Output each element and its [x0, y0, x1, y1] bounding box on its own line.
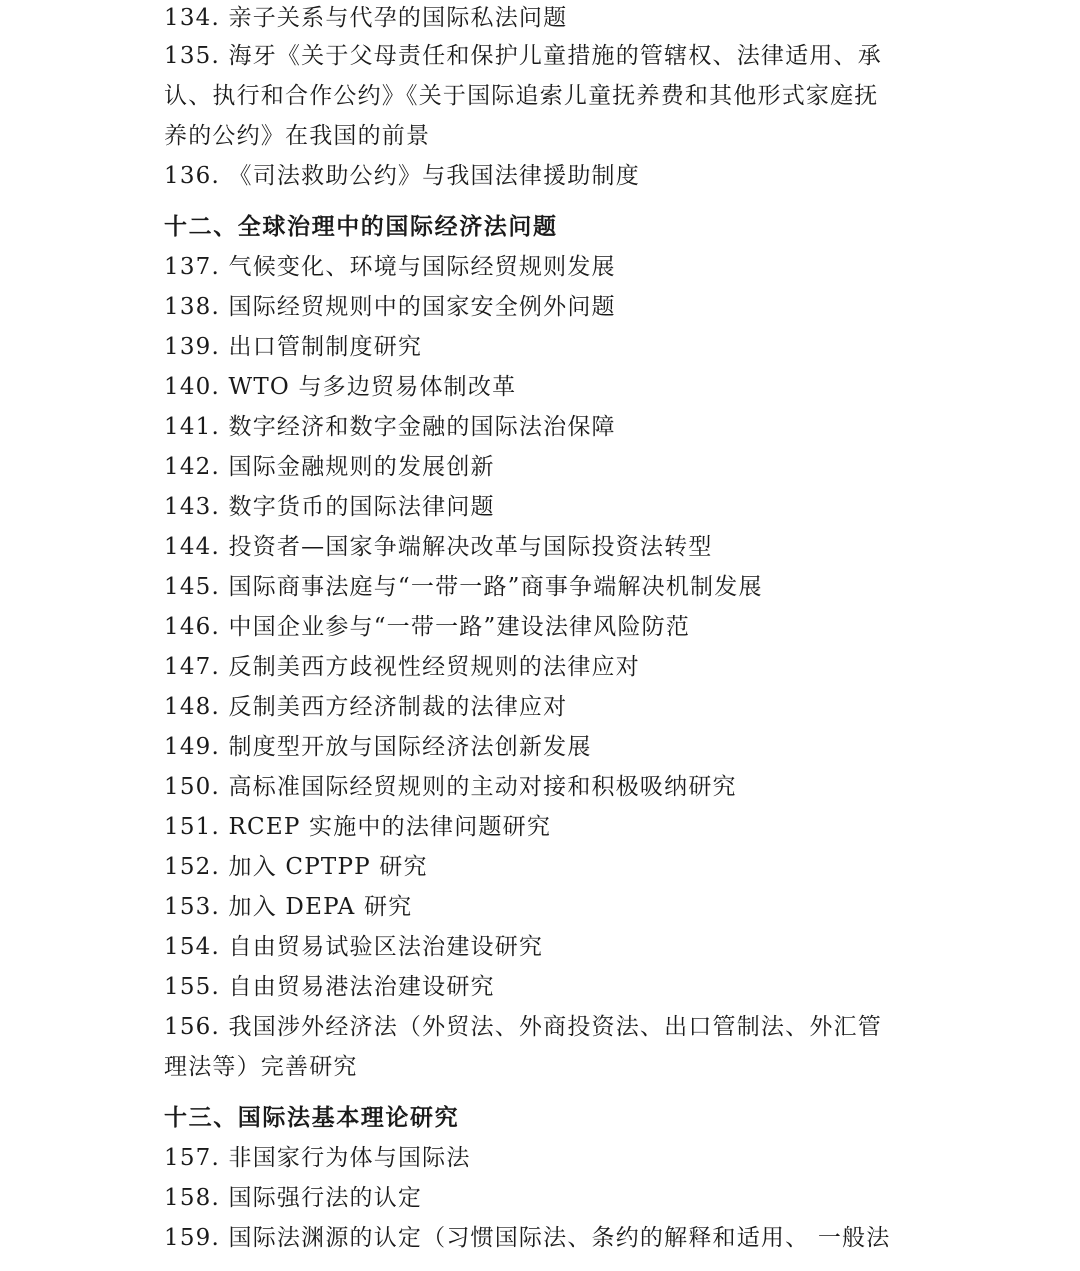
list-item: 144. 投资者—国家争端解决改革与国际投资法转型 [164, 534, 713, 560]
list-item: 150. 高标准国际经贸规则的主动对接和积极吸纳研究 [164, 774, 737, 800]
list-item: 138. 国际经贸规则中的国家安全例外问题 [164, 294, 616, 320]
list-item: 158. 国际强行法的认定 [164, 1185, 423, 1211]
list-item: 140. WTO 与多边贸易体制改革 [164, 374, 517, 400]
list-item: 146. 中国企业参与“一带一路”建设法律风险防范 [164, 614, 691, 640]
list-item: 145. 国际商事法庭与“一带一路”商事争端解决机制发展 [164, 574, 763, 600]
list-item: 141. 数字经济和数字金融的国际法治保障 [164, 414, 616, 440]
list-item-continuation: 理法等）完善研究 [164, 1054, 358, 1080]
list-item: 142. 国际金融规则的发展创新 [164, 454, 495, 480]
list-item: 147. 反制美西方歧视性经贸规则的法律应对 [164, 654, 640, 680]
list-item: 137. 气候变化、环境与国际经贸规则发展 [164, 254, 616, 280]
list-item: 157. 非国家行为体与国际法 [164, 1145, 471, 1171]
list-item-continuation: 养的公约》在我国的前景 [164, 123, 431, 149]
section-heading: 十二、全球治理中的国际经济法问题 [164, 213, 558, 240]
list-item: 139. 出口管制制度研究 [164, 334, 423, 360]
list-item: 151. RCEP 实施中的法律问题研究 [164, 814, 552, 840]
list-item: 152. 加入 CPTPP 研究 [164, 854, 428, 880]
list-item: 149. 制度型开放与国际经济法创新发展 [164, 734, 592, 760]
list-item: 153. 加入 DEPA 研究 [164, 894, 413, 920]
document-page [164, 0, 924, 1258]
list-item: 143. 数字货币的国际法律问题 [164, 494, 495, 520]
list-item: 155. 自由贸易港法治建设研究 [164, 974, 495, 1000]
section-heading: 十三、国际法基本理论研究 [164, 1104, 460, 1131]
list-item: 154. 自由贸易试验区法治建设研究 [164, 934, 544, 960]
list-item-continuation: 认、执行和合作公约》《关于国际追索儿童抚养费和其他形式家庭抚 [164, 83, 879, 109]
list-item: 159. 国际法渊源的认定（习惯国际法、条约的解释和适用、 一般法 [164, 1225, 891, 1251]
list-item: 136. 《司法救助公约》与我国法律援助制度 [164, 163, 640, 189]
list-item: 135. 海牙《关于父母责任和保护儿童措施的管辖权、法律适用、承 [164, 43, 882, 69]
list-item: 134. 亲子关系与代孕的国际私法问题 [164, 5, 568, 31]
list-item: 156. 我国涉外经济法（外贸法、外商投资法、出口管制法、外汇管 [164, 1014, 882, 1040]
list-item: 148. 反制美西方经济制裁的法律应对 [164, 694, 568, 720]
